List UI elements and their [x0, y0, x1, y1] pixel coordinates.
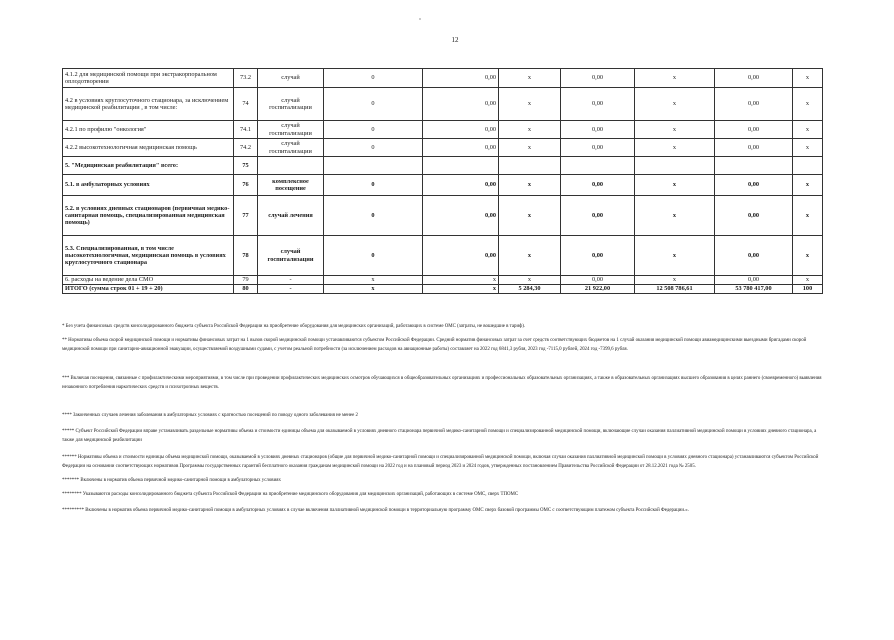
cell-unit: комплексное посещение: [258, 175, 324, 196]
cell-row-code: 74.2: [234, 139, 258, 157]
cell-volume-norm: 0: [324, 196, 423, 236]
cell-total-budget: x: [635, 196, 715, 236]
cell-cost-norm: x: [423, 276, 499, 285]
cell-unit: случай госпитализации: [258, 236, 324, 276]
cell-volume-norm: 0: [324, 88, 423, 121]
cell-row-label: 6. расходы на ведение дела СМО: [63, 276, 234, 285]
table-row: [63, 196, 823, 236]
cell-unit: -: [258, 285, 324, 294]
table-row: [63, 121, 823, 139]
cell-total-oms: 0,00: [715, 175, 793, 196]
cell-percent: [793, 157, 823, 175]
cell-per-capita-budget: x: [499, 276, 561, 285]
cell-row-label: 4.1.2 для медицинской помощи при экстракорпоральном оплодотворении: [63, 69, 234, 88]
cell-cost-norm: 0,00: [423, 236, 499, 276]
cell-percent: x: [793, 236, 823, 276]
table-row: [63, 276, 823, 285]
cell-per-capita-oms: [561, 157, 635, 175]
cell-unit: случай госпитализации: [258, 121, 324, 139]
cell-volume-norm: [324, 157, 423, 175]
cell-total-oms: 0,00: [715, 236, 793, 276]
table-row: [63, 88, 823, 121]
cell-total-oms: 53 780 417,00: [715, 285, 793, 294]
cell-total-oms: 0,00: [715, 121, 793, 139]
footnote: *** Включая посещения, связанные с профилактическими мероприятиями, в том числе при проведении профилактических медицинских осмотров обучающихся в общеобразовательных организациях и профессиональных образовательных организациях, а также в образовательных организациях высшего образования в целях раннего (своевременного) выявления незаконного потребления наркотических средств и психотропных веществ.: [62, 376, 822, 390]
table-row: [63, 175, 823, 196]
cell-per-capita-budget: [499, 157, 561, 175]
cell-row-label: 4.2.1 по профилю "онкология": [63, 121, 234, 139]
cell-total-oms: 0,00: [715, 196, 793, 236]
cell-row-label: 5.2. в условиях дневных стационаров (первичная медико-санитарная помощь, специализированная медицинская помощь): [63, 196, 234, 236]
cell-volume-norm: 0: [324, 69, 423, 88]
cell-per-capita-budget: 5 284,30: [499, 285, 561, 294]
cell-per-capita-oms: 0,00: [561, 88, 635, 121]
footnote: ******** Указываются расходы консолидированного бюджета субъекта Российской Федерации на приобретение медицинского оборудования для медицинских организаций, работающих в системе ОМС, сверх ТПОМС: [62, 492, 519, 497]
footnote: ******* Включены в норматив объема первичной медико-санитарной помощи в амбулаторных условиях: [62, 478, 281, 483]
footnote: ***** Субъект Российской Федерации вправе устанавливать раздельные нормативы объема и стоимости единицы объема для оказываемой в условиях дневного стационара первичной медико-санитарной помощи и специализированной медицинской помощи, включающие случаи оказания паллиативной медицинской помощи в условиях дневного стационара, а также для медицинской реабилитации: [62, 429, 817, 443]
cell-row-label: 5.3. Специализированная, в том числе высокотехнологичная, медицинская помощь в условиях круглосуточного стационара: [63, 236, 234, 276]
cell-row-code: 75: [234, 157, 258, 175]
cell-cost-norm: [423, 157, 499, 175]
cell-volume-norm: x: [324, 285, 423, 294]
cell-total-oms: 0,00: [715, 139, 793, 157]
cell-total-budget: x: [635, 276, 715, 285]
page-number: 12: [451, 36, 459, 44]
cell-per-capita-budget: x: [499, 196, 561, 236]
cell-total-oms: [715, 157, 793, 175]
cell-unit: случай госпитализации: [258, 139, 324, 157]
table-row: [63, 285, 823, 294]
cell-per-capita-budget: x: [499, 88, 561, 121]
cell-total-oms: 0,00: [715, 69, 793, 88]
cell-cost-norm: 0,00: [423, 121, 499, 139]
cell-row-code: 80: [234, 285, 258, 294]
cell-total-budget: x: [635, 236, 715, 276]
cell-total-budget: x: [635, 69, 715, 88]
footnote: ** Нормативы объема скорой медицинской помощи и нормативы финансовых затрат на 1 вызов скорой медицинской помощи устанавливаются субъектом Российской Федерации. Средний норматив финансовых затрат за счет средств соответствующих бюджетов на 1 случай оказания медицинской помощи авиамедицинскими выездными бригадами скорой медицинской помощи при санитарно-авиационной эвакуации, осуществляемой воздушными судами, с учетом реальной потребности (за исключением расходов на авиационные работы) составляет на 2022 год 6841,3 рубля, 2023 год -7115,0 рублей, 2024 год -7399,6 рубля.: [62, 338, 807, 352]
cell-row-code: 78: [234, 236, 258, 276]
cell-per-capita-oms: 0,00: [561, 236, 635, 276]
cell-row-code: 73.2: [234, 69, 258, 88]
cell-per-capita-budget: x: [499, 69, 561, 88]
cell-per-capita-budget: x: [499, 139, 561, 157]
footnote: ****** Нормативы объема и стоимости единицы объема медицинской помощи, оказываемой в условиях дневных стационаров (общие для первичной медико-санитарной помощи и специализированной медицинской помощи, включая случаи оказания паллиативной медицинской помощи в условиях дневного стационара) устанавливаются субъектом Российской Федерации на основании соответствующих нормативов Программы государственных гарантий бесплатного оказания гражданам медицинской помощи на 2022 год и на плановый период 2023 и 2024 годов, утвержденных постановлением Правительства Российской Федерации от 28.12.2021 года № 2505.: [62, 455, 819, 469]
cell-total-oms: 0,00: [715, 88, 793, 121]
cell-total-budget: [635, 157, 715, 175]
cell-percent: x: [793, 175, 823, 196]
cell-percent: x: [793, 276, 823, 285]
footnote: ********* Включены в норматив объема первичной медико-санитарной помощи в амбулаторных условиях в случае включения паллиативной медицинской помощи в территориальную программу ОМС сверх базовой программы ОМС с соответствующим платежом субъекта Российской Федерации.».: [62, 508, 689, 513]
cell-per-capita-oms: 21 922,00: [561, 285, 635, 294]
cell-total-oms: 0,00: [715, 276, 793, 285]
cell-percent: x: [793, 121, 823, 139]
cell-row-label: 5.1. в амбулаторных условиях: [63, 175, 234, 196]
cell-cost-norm: 0,00: [423, 196, 499, 236]
cell-per-capita-budget: x: [499, 175, 561, 196]
cell-unit: [258, 157, 324, 175]
cell-volume-norm: 0: [324, 121, 423, 139]
cell-percent: x: [793, 88, 823, 121]
cell-row-code: 79: [234, 276, 258, 285]
cell-per-capita-oms: 0,00: [561, 196, 635, 236]
cell-unit: случай: [258, 69, 324, 88]
footnote: * Без учета финансовых средств консолидированного бюджета субъекта Российской Федерации на приобретение оборудования для медицинских организаций, работающих в системе ОМС (затраты, не вошедшие в тариф).: [62, 324, 526, 329]
cell-total-budget: 12 508 786,61: [635, 285, 715, 294]
cell-row-code: 77: [234, 196, 258, 236]
cell-row-code: 76: [234, 175, 258, 196]
cell-cost-norm: 0,00: [423, 69, 499, 88]
cell-volume-norm: 0: [324, 139, 423, 157]
cell-per-capita-oms: 0,00: [561, 175, 635, 196]
cell-percent: 100: [793, 285, 823, 294]
cell-cost-norm: 0,00: [423, 139, 499, 157]
cell-per-capita-oms: 0,00: [561, 139, 635, 157]
cell-total-budget: x: [635, 139, 715, 157]
cell-volume-norm: x: [324, 276, 423, 285]
cell-volume-norm: 0: [324, 175, 423, 196]
cell-row-code: 74.1: [234, 121, 258, 139]
cell-total-budget: x: [635, 88, 715, 121]
cell-unit: случай лечения: [258, 196, 324, 236]
cell-percent: x: [793, 69, 823, 88]
scan-speck: [419, 18, 421, 20]
cell-row-code: 74: [234, 88, 258, 121]
cell-per-capita-oms: 0,00: [561, 276, 635, 285]
table-row: [63, 69, 823, 88]
table-row: [63, 139, 823, 157]
cell-cost-norm: 0,00: [423, 175, 499, 196]
cell-row-label: 4.2 в условиях круглосуточного стационара, за исключением медицинской реабилитации , в том числе:: [63, 88, 234, 121]
budget-table: [62, 68, 823, 294]
cell-row-label: ИТОГО (сумма строк 01 + 19 + 20): [63, 285, 234, 294]
cell-volume-norm: 0: [324, 236, 423, 276]
table-row: [63, 157, 823, 175]
cell-per-capita-oms: 0,00: [561, 121, 635, 139]
footnote: **** Законченных случаев лечения заболевания в амбулаторных условиях с кратностью посещений по поводу одного заболевания не менее 2: [62, 413, 358, 418]
cell-per-capita-oms: 0,00: [561, 69, 635, 88]
cell-cost-norm: 0,00: [423, 88, 499, 121]
cell-total-budget: x: [635, 175, 715, 196]
table-row: [63, 236, 823, 276]
cell-percent: x: [793, 139, 823, 157]
cell-total-budget: x: [635, 121, 715, 139]
cell-cost-norm: x: [423, 285, 499, 294]
cell-unit: -: [258, 276, 324, 285]
cell-row-label: 5. "Медицинская реабилитация" всего:: [63, 157, 234, 175]
cell-row-label: 4.2.2 высокотехнологичная медицинская помощь: [63, 139, 234, 157]
cell-per-capita-budget: x: [499, 121, 561, 139]
cell-unit: случай госпитализации: [258, 88, 324, 121]
cell-percent: x: [793, 196, 823, 236]
cell-per-capita-budget: x: [499, 236, 561, 276]
table-body: [63, 69, 823, 294]
